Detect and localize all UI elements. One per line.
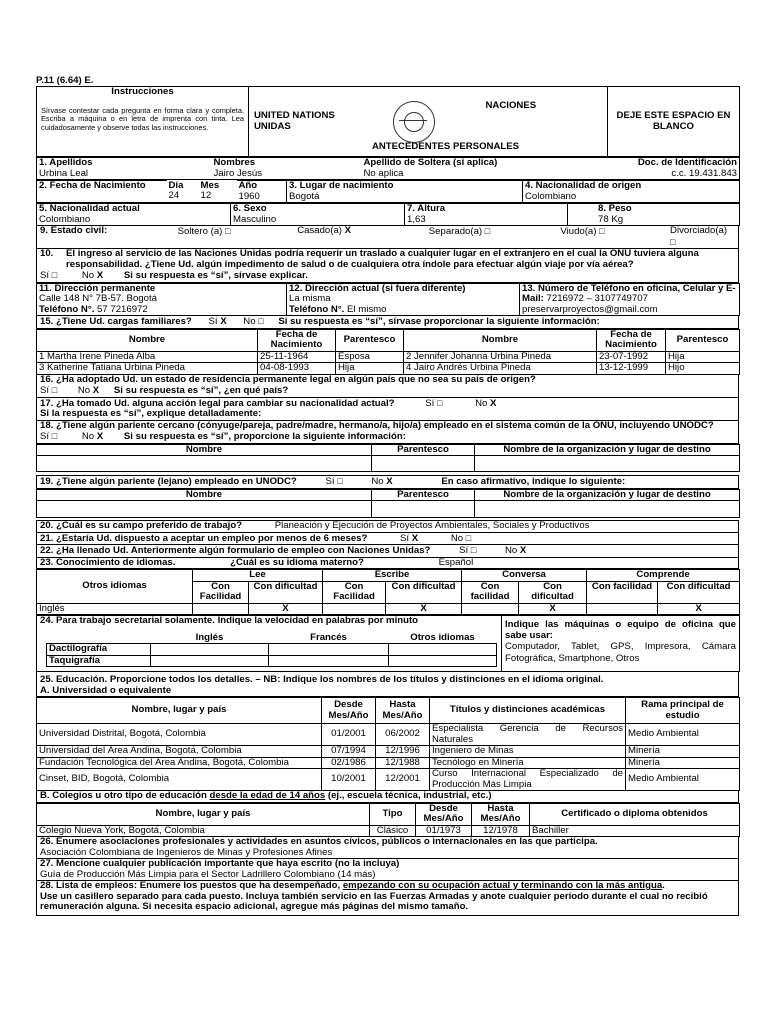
q19-row xyxy=(36,475,739,489)
q21-no: No xyxy=(450,532,464,544)
lang-mark[interactable]: X xyxy=(519,603,587,615)
table-row xyxy=(37,825,740,837)
q10-number: 10. xyxy=(40,248,54,259)
q25-b-label xyxy=(36,791,739,803)
lang-h-otros: Otros idiomas xyxy=(37,570,193,604)
form-header xyxy=(36,86,740,157)
school-h-cert: Certificado o diploma obtenidos xyxy=(530,803,740,825)
lang-mark[interactable] xyxy=(462,603,519,615)
tel-actual-value: El mismo xyxy=(347,303,387,315)
q27-row xyxy=(36,859,739,881)
ano-label: Año xyxy=(238,180,258,191)
contact-phones: 7216972 – 3107749707 xyxy=(546,293,648,304)
dep-name: 1 Martha Irene Pineda Alba xyxy=(37,351,258,363)
viudo-label: Viudo(a) xyxy=(560,226,597,237)
q21-row xyxy=(36,533,739,546)
table-row xyxy=(37,363,740,375)
fecha-label: 2. Fecha de Nacimiento xyxy=(39,180,146,191)
soltera-label: Apellido de Soltera (si aplica) xyxy=(363,157,498,168)
dep-name: 3 Katherine Tatiana Urbina Pineda xyxy=(37,363,258,375)
casado-label: Casado(a) xyxy=(297,225,342,236)
q15-si: Sí xyxy=(208,316,218,327)
ano-value: 1960 xyxy=(238,190,260,202)
q15-label: 15. ¿Tiene Ud. cargas familiares? xyxy=(40,316,192,327)
q19-no-mark[interactable]: X xyxy=(386,476,393,487)
lugar-label: 3. Lugar de nacimiento xyxy=(289,180,394,191)
lang-name: Inglés xyxy=(37,603,193,615)
altura-value: 1,63 xyxy=(407,213,426,225)
q17-si: Sí xyxy=(425,397,435,409)
uni-rama: Medio Ambiental xyxy=(626,724,740,746)
q22-no: No xyxy=(504,545,518,556)
dep-relation: Hijo xyxy=(666,363,740,375)
school-h-desde: Desde Mes/Año xyxy=(416,803,472,825)
uni-titulo: Curso Internacional Especializado de Producción Más Limpia xyxy=(430,769,626,791)
table-row xyxy=(37,501,740,518)
typing-table xyxy=(46,633,497,668)
uni-h-rama: Rama principal de estudio xyxy=(626,698,740,724)
dep-h-fecha-2: Fecha de Nacimiento xyxy=(597,329,666,351)
school-name: Colegio Nueva York, Bogotá, Colombia xyxy=(37,825,370,837)
dep-date: 25-11-1964 xyxy=(258,351,336,363)
uni-titulo: Ingeniero de Minas xyxy=(430,746,626,758)
dep-date: 23-07-1992 xyxy=(597,351,666,363)
materno-question: ¿Cuál es su idioma materno? xyxy=(230,556,364,568)
school-h-nombre: Nombre, lugar y país xyxy=(37,803,370,825)
conv-dif: Con dificultad xyxy=(519,581,587,603)
table-row xyxy=(37,456,740,472)
table-row xyxy=(37,724,740,746)
tel-perm-value: 57 7216972 xyxy=(97,303,148,315)
mes-value: 12 xyxy=(200,190,212,201)
uni-titulo: Tecnólogo en Minería xyxy=(430,757,626,769)
comp-dif: Con dificultad xyxy=(658,581,740,603)
doc-value: c.c. 19.431.843 xyxy=(671,167,737,179)
q21-si-mark[interactable]: X xyxy=(411,532,419,544)
q17-note: Si la respuesta es “sí”, explique detalladamente: xyxy=(40,408,262,419)
leave-blank-box: DEJE ESTE ESPACIO EN BLANCO xyxy=(608,87,740,157)
dep-name: 2 Jennifer Johanna Urbina Pineda xyxy=(404,351,597,363)
q21-label: 21. ¿Estaría Ud. dispuesto a aceptar un empleo por menos de 6 meses? xyxy=(40,532,368,544)
table-row xyxy=(47,644,497,656)
dep-h-nombre-2: Nombre xyxy=(404,329,597,351)
q15-si-mark[interactable]: X xyxy=(220,316,227,327)
q23-row xyxy=(36,558,739,570)
uni-h-desde: Desde Mes/Año xyxy=(322,698,376,724)
q22-si: Sí xyxy=(459,545,469,556)
instructions-box xyxy=(37,87,249,157)
nac-actual-value: Colombiano xyxy=(39,213,91,225)
dep-h-fecha-1: Fecha de Nacimiento xyxy=(258,329,336,351)
apellidos-value: Urbina Leal xyxy=(39,167,89,179)
q22-no-mark[interactable]: X xyxy=(519,545,527,556)
uni-name: Fundación Tecnológica del Área Andina, Bogotá, Colombia xyxy=(37,757,322,769)
nombres-value: Jairo Jesús xyxy=(213,167,263,179)
q18-row xyxy=(36,421,739,444)
q18-no: No xyxy=(81,431,95,442)
tel-perm-label: Teléfono N°. xyxy=(39,303,95,315)
doc-label: Doc. de Identificación xyxy=(637,157,737,168)
q17-no: No xyxy=(475,397,488,409)
q16-no: No xyxy=(77,385,91,396)
dep-relation: Hija xyxy=(666,351,740,363)
q26-label: 26. Enumere asociaciones profesionales y actividades en asuntos cívicos, públicos o internacionales en las que participa. xyxy=(40,836,598,847)
q1-row xyxy=(36,157,740,180)
soltero-label: Soltero (a) xyxy=(177,226,223,237)
un-emblem-icon xyxy=(393,101,435,143)
dep-date: 13-12-1999 xyxy=(597,363,666,375)
q28-pre: 28. Lista de empleos: Enumere los puestos que ha desempeñado, xyxy=(40,880,343,891)
typing-h-fr: Francés xyxy=(310,631,347,643)
apellidos-label: 1. Apellidos xyxy=(39,157,93,168)
q15-row xyxy=(36,316,739,329)
table-row xyxy=(37,746,740,758)
q11-row xyxy=(36,283,740,317)
school-tipo: Clásico xyxy=(370,825,416,837)
uni-desde: 01/2001 xyxy=(322,724,376,746)
uni-rama: Minería xyxy=(626,746,740,758)
dep-date: 04-08-1993 xyxy=(258,363,336,375)
q26-value: Asociación Colombiana de Ingenieros de Minas y Profesiones Afines xyxy=(40,846,333,858)
school-cert: Bachiller xyxy=(530,825,740,837)
q15-note: Si su respuesta es “sí”, sírvase proporcionar la siguiente información: xyxy=(278,316,600,327)
contact-email: preservarproyectos@gmail.com xyxy=(522,303,658,315)
nac-origen-label: 4. Nacionalidad de origen xyxy=(525,180,642,191)
nac-actual-label: 5. Nacionalidad actual xyxy=(39,203,140,214)
languages-table xyxy=(36,569,740,615)
q24-section xyxy=(36,615,740,672)
uni-h-nombre: Nombre, lugar y país xyxy=(37,698,322,724)
q10-text: El ingreso al servicio de las Naciones Unidas podría requerir un traslado a cualquier lugar en el extranjero en el cual la ONU tuviera alguna responsabilidad. ¿Tiene Ud. algún impedimento de salud o de cualquiera otra índole para efectuar algún viaje por vía aérea? xyxy=(66,248,699,270)
q21-no-checkbox[interactable] xyxy=(466,533,471,544)
dir-perm-label: 11. Dirección permanente xyxy=(39,282,156,294)
q19-h-org: Nombre de la organización y lugar de destino xyxy=(475,489,740,501)
form-code: P.11 (6.64) E. xyxy=(36,75,94,86)
uni-h-titulos: Títulos y distinciones académicas xyxy=(430,698,626,724)
tel-actual-label: Teléfono N°. xyxy=(289,303,345,315)
q19-si-checkbox[interactable] xyxy=(337,476,342,487)
dir-perm-value: Calle 148 N° 7B-57. Bogotá xyxy=(39,293,157,304)
sexo-value: Masculino xyxy=(233,213,277,225)
lang-mark[interactable] xyxy=(587,603,658,615)
uni-rama: Medio Ambiental xyxy=(626,769,740,791)
lee-fac: Con Facilidad xyxy=(193,581,249,603)
q17-no-mark[interactable]: X xyxy=(490,397,497,409)
q16-si: Sí xyxy=(40,385,50,396)
dep-h-par-1: Parentesco xyxy=(336,329,404,351)
instructions-text: Sírvase contestar cada pregunta en forma clara y completa. Escriba a máquina o en letra de imprenta con tinta. Lea cuidadosamente y observe todas las instrucciones. xyxy=(41,105,244,132)
lang-mark[interactable]: X xyxy=(658,603,740,615)
sexo-label: 6. Sexo xyxy=(233,203,267,214)
q19-note: En caso afirmativo, indique lo siguiente: xyxy=(441,476,626,487)
q18-no-mark[interactable]: X xyxy=(96,431,104,442)
q10-row xyxy=(36,249,739,283)
machines-label: Indique las máquinas o equipo de oficina que sabe usar: xyxy=(505,619,736,641)
uni-h-hasta: Hasta Mes/Año xyxy=(376,698,430,724)
uni-name: Universidad Distrital, Bogotá, Colombia xyxy=(37,724,322,746)
q22-si-checkbox[interactable] xyxy=(471,545,476,556)
q19-no: No xyxy=(371,476,384,487)
instructions-title: Instrucciones xyxy=(111,86,174,97)
peso-value: 78 Kg xyxy=(598,213,624,225)
un-es-part: UNIDAS xyxy=(254,120,291,132)
q27-label: 27. Mencione cualquier publicación importante que haya escrito (no la incluya) xyxy=(40,858,400,869)
q19-table xyxy=(36,489,740,519)
q17-si-checkbox[interactable] xyxy=(437,398,442,409)
dactilo-label: Dactilografía xyxy=(47,644,151,656)
q25-row xyxy=(36,672,739,697)
uni-hasta: 12/1988 xyxy=(376,757,430,769)
esc-fac: Con Facilidad xyxy=(323,581,386,603)
q10-no: No xyxy=(81,270,95,281)
school-desde: 01/1973 xyxy=(416,825,472,837)
q27-value: Guía de Producción Más Limpia para el Sector Ladrillero Colombiano (14 más) xyxy=(40,868,376,880)
q24-label: 24. Para trabajo secretarial solamente. Indique la velocidad en palabras por minuto xyxy=(40,615,419,626)
q16-label: 16. ¿Ha adoptado Ud. un estado de residencia permanente legal en algún país que no sea su país de origen? xyxy=(40,373,536,385)
lang-mark[interactable]: X xyxy=(249,603,323,615)
school-hasta: 12/1978 xyxy=(472,825,530,837)
q23-label: 23. Conocimiento de idiomas. xyxy=(40,556,176,568)
conv-fac: Con facilidad xyxy=(462,581,519,603)
q15-no: No xyxy=(243,316,256,327)
q2-row xyxy=(36,180,740,203)
casado-mark[interactable]: X xyxy=(344,225,352,236)
q16-row xyxy=(36,375,739,398)
uni-name: Universidad del Área Andina, Bogotá, Colombia xyxy=(37,746,322,758)
un-en: UNITED NATIONS xyxy=(254,110,335,121)
mes-label: Mes xyxy=(200,179,220,191)
uni-desde: 10/2001 xyxy=(322,769,376,791)
dependents-table xyxy=(36,329,740,375)
q18-si: Sí xyxy=(40,431,50,442)
naciones: NACIONES xyxy=(485,100,537,111)
dep-h-par-2: Parentesco xyxy=(666,329,740,351)
q18-h-nombre: Nombre xyxy=(37,444,372,456)
q18-h-org: Nombre de la organización y lugar de destino xyxy=(475,444,740,456)
q20-value: Planeación y Ejecución de Proyectos Ambientales, Sociales y Productivos xyxy=(274,520,590,531)
q19-label: 19. ¿Tiene algún pariente (lejano) empleado en UNODC? xyxy=(40,476,297,487)
uni-rama: Minería xyxy=(626,757,740,769)
altura-label: 7. Altura xyxy=(407,203,446,214)
typing-h-otros: Otros idiomas xyxy=(410,631,475,643)
lang-h-conversa: Conversa xyxy=(462,570,587,582)
lang-h-escribe: Escribe xyxy=(323,570,462,582)
lang-mark[interactable] xyxy=(193,603,249,615)
q16-note: Si su respuesta es “sí”, ¿en qué país? xyxy=(113,385,289,396)
divorciado-label: Divorciado(a) xyxy=(670,225,728,236)
uni-titulo: Especialista Gerencia de Recursos Naturales xyxy=(430,724,626,746)
q15-no-checkbox[interactable] xyxy=(258,316,263,327)
lang-h-comprende: Comprende xyxy=(587,570,740,582)
typing-h-ing: Inglés xyxy=(195,631,224,643)
naciones-cell xyxy=(371,87,608,157)
q9-row xyxy=(36,226,739,249)
q25-b-pre: B. Colegios u otro tipo de educación xyxy=(40,790,210,801)
taqui-label: Taquigrafía xyxy=(47,655,151,667)
soltera-value: No aplica xyxy=(363,167,404,179)
q16-si-checkbox[interactable] xyxy=(52,385,57,396)
q17-row xyxy=(36,398,739,421)
q22-label: 22. ¿Ha llenado Ud. Anteriormente algún formulario de empleo con Naciones Unidas? xyxy=(40,545,431,556)
q28-text: Use un casillero separado para cada puesto. Incluya también servicio en las Fuerzas Armadas y anote cualquier período durante el cual no recibió remuneración alguna. Si necesita espacio adicional, agregue más páginas del mismo tamaño. xyxy=(40,890,708,912)
dep-name: 4 Jairo Andrés Urbina Pineda xyxy=(404,363,597,375)
q25-b-underlined: desde la edad de 14 años xyxy=(209,790,326,801)
comp-fac: Con facilidad xyxy=(587,581,658,603)
q17-label: 17. ¿Ha tomado Ud. alguna acción legal para cambiar su nacionalidad actual? xyxy=(40,397,395,409)
separado-label: Separado(a) xyxy=(428,226,483,237)
dep-relation: Hija xyxy=(336,363,404,375)
lugar-value: Bogotá xyxy=(289,190,320,202)
table-row xyxy=(37,757,740,769)
lang-mark[interactable]: X xyxy=(386,603,462,615)
q18-label: 18. ¿Tiene algún pariente cercano (cónyuge/pareja, padre/madre, hermano/a, hijo/a) empleado en el sistema común de la ONU, incluyendo UNODC? xyxy=(40,419,714,431)
q21-si: Sí xyxy=(400,532,410,544)
q10-note: Si su respuesta es “sí”, sírvase explicar. xyxy=(123,270,308,281)
q18-h-par: Parentesco xyxy=(372,444,475,456)
q5-row xyxy=(36,203,740,226)
uni-hasta: 06/2002 xyxy=(376,724,430,746)
contact-label: 13. Número de Teléfono en oficina, Celular y E-Mail: xyxy=(522,282,736,304)
q18-table xyxy=(36,444,740,473)
lee-dif: Con dificultad xyxy=(249,581,323,603)
q25-label: 25. Educación. Proporcione todos los detalles. – NB: Indique los nombres de los títulos y distinciones en el idioma original. xyxy=(40,674,604,685)
dep-relation: Esposa xyxy=(336,351,404,363)
dia-label: Día xyxy=(168,179,184,191)
uni-hasta: 12/1996 xyxy=(376,746,430,758)
separado-checkbox[interactable] xyxy=(485,226,490,237)
table-row xyxy=(47,655,497,667)
form-page xyxy=(36,76,739,916)
table-row xyxy=(37,603,740,615)
estado-civil-label: 9. Estado civil: xyxy=(40,225,108,236)
uni-name: Cinset, BID, Bogotá, Colombia xyxy=(37,769,322,791)
dep-h-nombre-1: Nombre xyxy=(37,329,258,351)
uni-hasta: 12/2001 xyxy=(376,769,430,791)
q19-h-par: Parentesco xyxy=(372,489,475,501)
machines-value: Computador, Tablet, GPS, Impresora, Cámara Fotográfica, Smartphone, Otros xyxy=(505,641,736,664)
viudo-checkbox[interactable] xyxy=(599,226,604,237)
dir-actual-label: 12. Dirección actual (si fuera diferente) xyxy=(289,282,466,294)
dia-value: 24 xyxy=(168,190,180,201)
esc-dif: Con dificultad xyxy=(386,581,462,603)
q25-b-post: (ej., escuela técnica, industrial, etc.) xyxy=(325,790,492,801)
lang-h-lee: Lee xyxy=(193,570,323,582)
peso-label: 8. Peso xyxy=(598,203,632,214)
q20-row xyxy=(36,520,739,533)
materno-value: Español xyxy=(438,556,474,568)
nombres-label: Nombres xyxy=(213,157,256,168)
school-h-hasta: Hasta Mes/Año xyxy=(472,803,530,825)
table-row xyxy=(37,351,740,363)
dir-actual-value: La misma xyxy=(289,293,331,304)
nac-origen-value: Colombiano xyxy=(525,190,577,202)
divorciado-checkbox[interactable] xyxy=(670,237,675,248)
q19-si: Sí xyxy=(325,476,335,487)
q28-row xyxy=(36,881,739,916)
q18-note: Si su respuesta es “sí”, proporcione la siguiente información: xyxy=(123,431,406,442)
school-h-tipo: Tipo xyxy=(370,803,416,825)
lang-mark[interactable] xyxy=(323,603,386,615)
q10-no-mark[interactable]: X xyxy=(96,270,104,281)
q16-no-mark[interactable]: X xyxy=(92,385,100,396)
uni-desde: 07/1994 xyxy=(322,746,376,758)
school-table xyxy=(36,803,740,838)
q26-row xyxy=(36,837,739,859)
q19-h-nombre: Nombre xyxy=(37,489,372,501)
section-title: ANTECEDENTES PERSONALES xyxy=(371,140,520,152)
soltero-checkbox[interactable] xyxy=(225,226,230,237)
q28-underlined: empezando con su ocupación actual y terminando con la más antigua xyxy=(342,880,663,891)
q20-label: 20. ¿Cuál es su campo preferido de trabajo? xyxy=(40,520,243,531)
q18-si-checkbox[interactable] xyxy=(52,431,57,442)
q25-a-label: A. Universidad o equivalente xyxy=(40,684,172,696)
q10-si: Sí xyxy=(40,270,50,281)
uni-desde: 02/1986 xyxy=(322,757,376,769)
university-table xyxy=(36,697,740,791)
table-row xyxy=(37,769,740,791)
q28-post: . xyxy=(662,880,665,891)
q10-si-checkbox[interactable] xyxy=(52,270,57,281)
